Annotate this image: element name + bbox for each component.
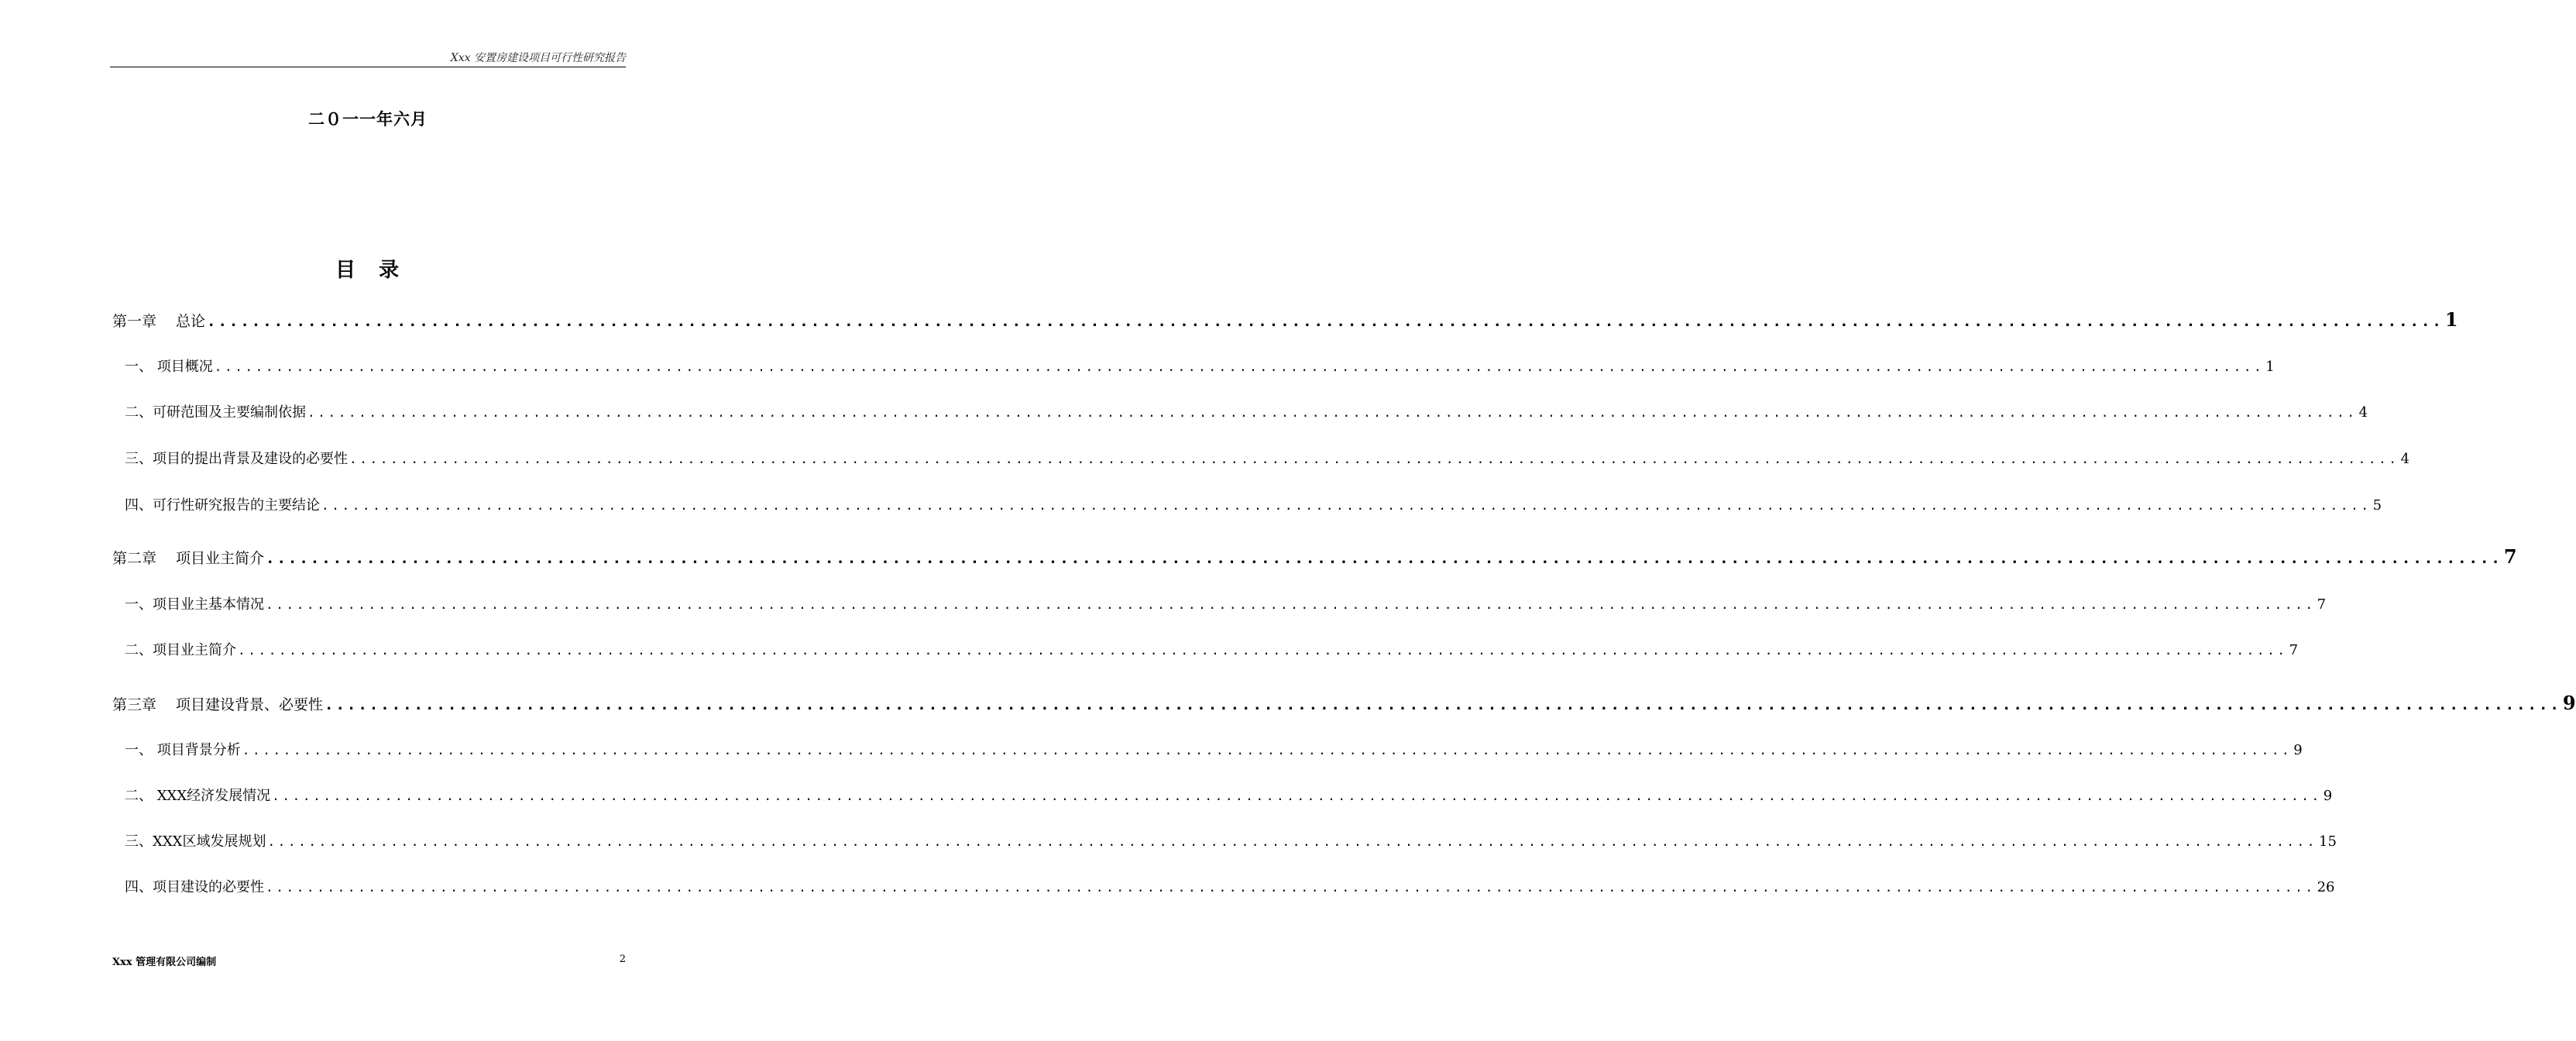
- toc-leader-dots: ........................................................................................................................................................................................................: [325, 696, 2561, 713]
- toc-entry-label: 二、 XXX经济发展情况: [125, 788, 271, 804]
- toc-entry-page: 4: [2400, 451, 2410, 467]
- footer-company: Xxx 管理有限公司编制: [112, 957, 217, 968]
- toc-entry-section[interactable]: [112, 356, 2275, 379]
- toc-entry-section[interactable]: [112, 593, 2327, 617]
- toc-entry-section[interactable]: [112, 639, 2299, 662]
- toc-entry-page: 1: [2265, 359, 2275, 375]
- toc-entry-label: 四、项目建设的必要性: [125, 879, 264, 895]
- toc-entry-page: 26: [2317, 879, 2335, 895]
- toc-leader-dots: ........................................................................................................................................................................................................: [242, 743, 2293, 758]
- toc-entry-page: 7: [2503, 545, 2517, 568]
- toc-leader-dots: ........................................................................................................................................................................................................: [272, 788, 2322, 803]
- toc-entry-section[interactable]: [112, 448, 2410, 471]
- toc-leader-dots: ........................................................................................................................................................................................................: [266, 597, 2316, 612]
- toc-entry-page: 9: [2562, 692, 2576, 714]
- toc-title: 目 录: [335, 259, 400, 282]
- toc-entry-page: 9: [2323, 788, 2333, 804]
- toc-entry-label: 一、 项目概况: [125, 359, 213, 375]
- toc-entry-label: 三、XXX区域发展规划: [125, 833, 266, 850]
- toc-entry-page: 5: [2372, 497, 2382, 514]
- toc-entry-section[interactable]: [112, 785, 2333, 808]
- toc-entry-label: 一、项目业主基本情况: [125, 596, 264, 613]
- toc-leader-dots: ........................................................................................................................................................................................................: [266, 880, 2316, 895]
- toc-leader-dots: ........................................................................................................................................................................................................: [266, 550, 2502, 567]
- toc-entry-label: 二、可研范围及主要编制依据: [125, 404, 306, 421]
- toc-entry-chapter-1[interactable]: [112, 308, 2458, 332]
- toc-entry-page: 9: [2293, 742, 2303, 758]
- toc-leader-dots: ........................................................................................................................................................................................................: [307, 405, 2358, 420]
- toc-entry-page: 7: [2289, 642, 2299, 658]
- toc-leader-dots: ........................................................................................................................................................................................................: [267, 834, 2318, 849]
- footer-page-number: 2: [619, 953, 626, 965]
- toc-leader-dots: ........................................................................................................................................................................................................: [238, 643, 2288, 658]
- toc-leader-dots: ........................................................................................................................................................................................................: [349, 452, 2399, 466]
- toc-leader-dots: ........................................................................................................................................................................................................: [214, 359, 2265, 374]
- toc-entry-label: 三、项目的提出背景及建设的必要性: [125, 451, 348, 467]
- toc-entry-label: 二、项目业主简介: [125, 642, 236, 658]
- toc-entry-page: 4: [2358, 404, 2368, 421]
- toc-entry-label: 第二章 项目业主简介: [112, 550, 265, 567]
- toc-entry-page: 7: [2317, 596, 2327, 613]
- toc-entry-label: 第三章 项目建设背景、必要性: [112, 696, 324, 713]
- toc-entry-label: 四、可行性研究报告的主要结论: [125, 497, 320, 514]
- toc-entry-label: 一、 项目背景分析: [125, 742, 241, 758]
- toc-entry-label: 第一章 总论: [112, 313, 206, 330]
- toc-entry-page: 1: [2444, 308, 2458, 331]
- toc-entry-section[interactable]: [112, 401, 2368, 424]
- toc-entry-section[interactable]: [112, 830, 2337, 854]
- report-date: 二０一一年六月: [308, 109, 428, 129]
- toc-entry-section[interactable]: [112, 739, 2303, 762]
- toc-leader-dots: ........................................................................................................................................................................................................: [207, 313, 2444, 330]
- toc-entry-page: 15: [2319, 833, 2337, 850]
- toc-entry-chapter-3[interactable]: [112, 692, 2576, 715]
- toc-entry-chapter-2[interactable]: [112, 545, 2517, 569]
- toc-leader-dots: ........................................................................................................................................................................................................: [321, 498, 2372, 513]
- running-header: Xxx 安置房建设项目可行性研究报告: [450, 52, 626, 64]
- toc-entry-section[interactable]: [112, 876, 2335, 899]
- toc-entry-section[interactable]: [112, 494, 2382, 517]
